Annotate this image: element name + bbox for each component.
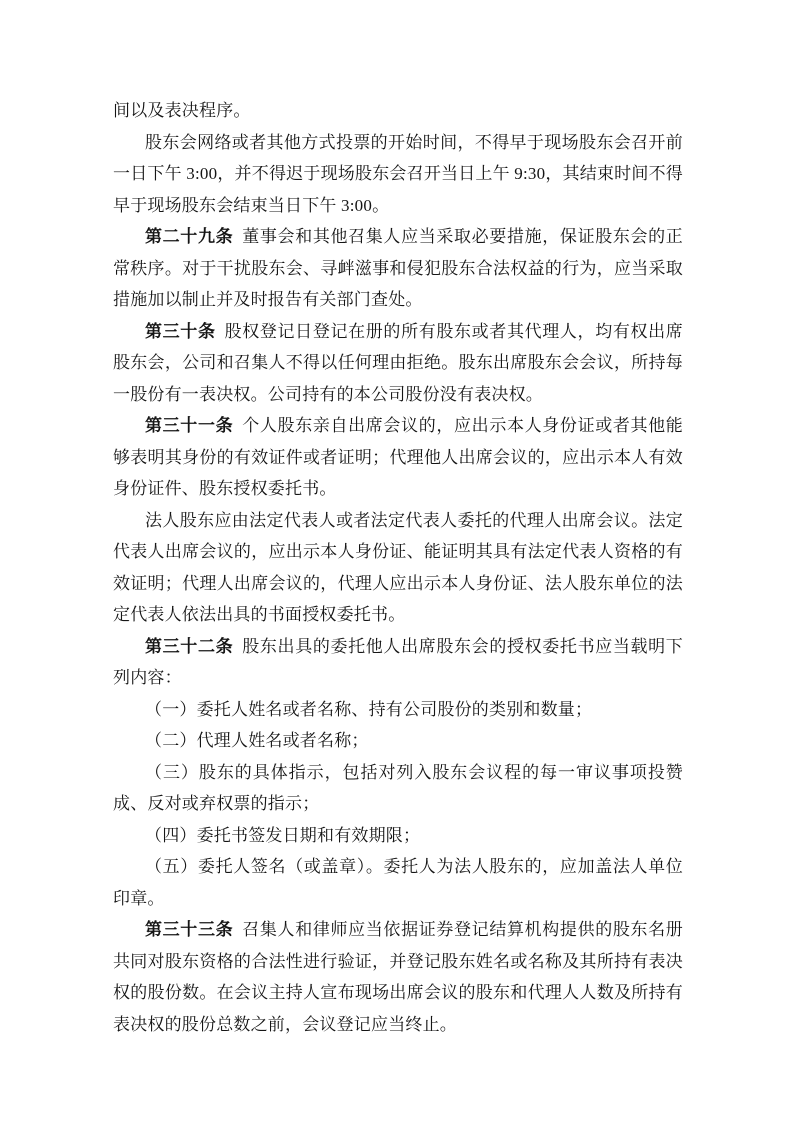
paragraph-article-33 — [113, 914, 683, 1040]
paragraph-text: 个人股东亲自出席会议的，应出示本人身份证或者其他能够表明其身份的有效证件或者证明；代理他人出席会议的，应出示本人有效身份证件、股东授权委托书。 — [113, 416, 684, 498]
paragraph-article-32 — [113, 631, 683, 694]
list-item-2 — [113, 725, 683, 757]
paragraph-text: 董事会和其他召集人应当采取必要措施，保证股东会的正常秩序。对于干扰股东会、寻衅滋事和侵犯股东合法权益的行为，应当采取措施加以制止并及时报告有关部门查处。 — [113, 227, 684, 309]
article-number: 第二十九条 — [145, 227, 234, 246]
paragraph-text: （一）委托人姓名或者名称、持有公司股份的类别和数量； — [145, 699, 593, 719]
article-number: 第三十条 — [145, 321, 216, 341]
paragraph-text: （二）代理人姓名或者名称； — [145, 731, 369, 750]
paragraph-text: （四）委托书签发日期和有效期限； — [145, 825, 421, 845]
paragraph-continuation — [113, 95, 683, 127]
paragraph-article-30 — [113, 316, 683, 411]
paragraph-text: 召集人和律师应当依据证券登记结算机构提供的股东名册共同对股东资格的合法性进行验证，并登记股东姓名或名称及其所持有表决权的股份数。在会议主持人宣布现场出席会议的股东和代理人人数及所持有表决权的股份总数之前，会议登记应当终止。 — [113, 920, 684, 1034]
list-item-3 — [113, 757, 683, 820]
paragraph-text: 股权登记日登记在册的所有股东或者其代理人，均有权出席股东会，公司和召集人不得以任何理由拒绝。股东出席股东会会议，所持每一股份有一表决权。公司持有的本公司股份没有表决权。 — [113, 321, 683, 404]
document-body — [113, 95, 683, 1040]
paragraph-text: 股东出具的委托他人出席股东会的授权委托书应当载明下列内容： — [113, 636, 684, 687]
paragraph-legal-person-shareholder — [113, 505, 683, 631]
list-item-1 — [113, 694, 683, 726]
paragraph-article-29 — [113, 221, 683, 316]
paragraph-text: 法人股东应由法定代表人或者法定代表人委托的代理人出席会议。法定代表人出席会议的，应出示本人身份证、能证明其具有法定代表人资格的有效证明；代理人出席会议的，代理人应出示本人身份证、法人股东单位的法定代表人依法出具的书面授权委托书。 — [113, 510, 683, 624]
paragraph-text: 间以及表决程序。 — [113, 101, 251, 120]
paragraph-voting-time — [113, 127, 683, 222]
article-number: 第三十三条 — [145, 920, 234, 939]
list-item-5 — [113, 851, 683, 914]
paragraph-text: （三）股东的具体指示，包括对列入股东会议程的每一审议事项投赞成、反对或弃权票的指示； — [113, 762, 683, 813]
article-number: 第三十二条 — [145, 636, 234, 656]
article-number: 第三十一条 — [145, 416, 234, 435]
list-item-4 — [113, 820, 683, 852]
paragraph-article-31 — [113, 410, 683, 505]
paragraph-text: 股东会网络或者其他方式投票的开始时间，不得早于现场股东会召开前一日下午 3:00，并不得迟于现场股东会召开当日上午 9:30，其结束时间不得早于现场股东会结束当日下午 3:00。 — [113, 132, 683, 215]
paragraph-text: （五）委托人签名（或盖章）。委托人为法人股东的，应加盖法人单位印章。 — [113, 857, 683, 908]
